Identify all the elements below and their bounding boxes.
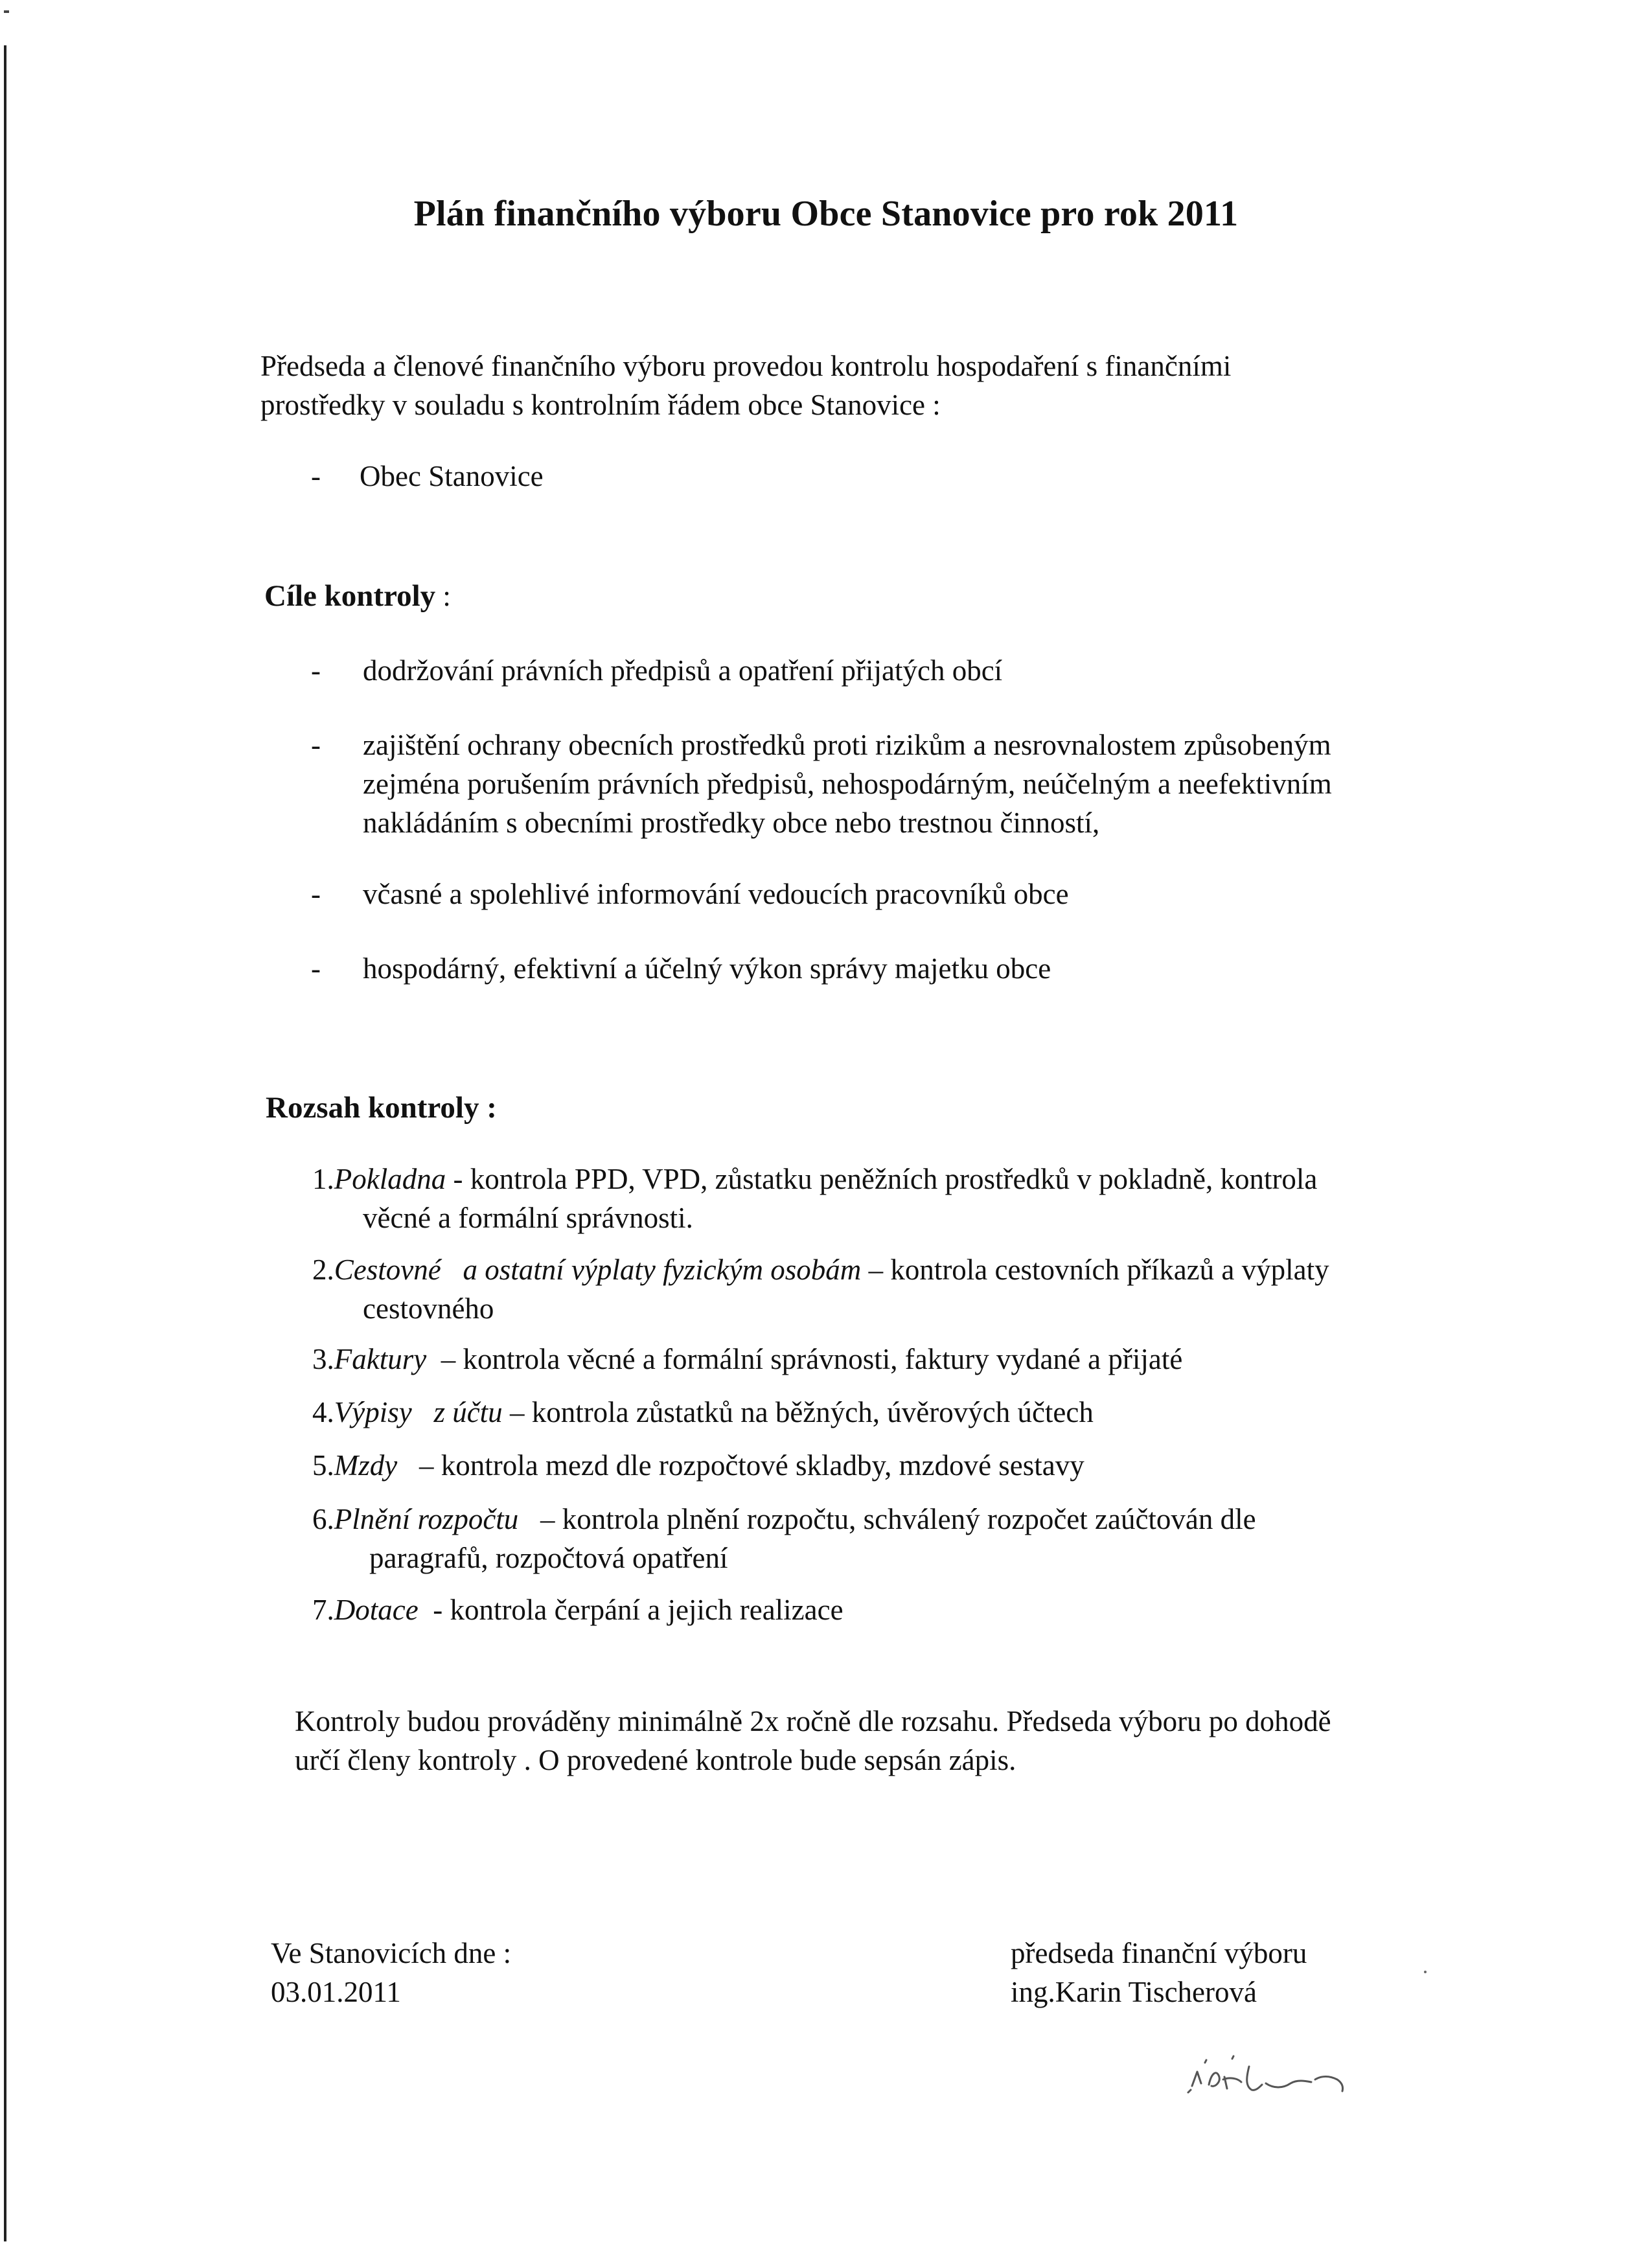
- goals-heading: [264, 577, 451, 615]
- intro-paragraph: [260, 347, 1465, 424]
- scan-speck: [1424, 1971, 1427, 1973]
- scope-item: [312, 1160, 1543, 1234]
- scope-item-name: Cestovné a ostatní výplaty fyzickým osobám: [334, 1254, 862, 1286]
- goal-text: [363, 875, 1490, 913]
- scope-item-number: 5.: [312, 1449, 334, 1482]
- scope-item: [312, 1446, 1543, 1485]
- goal-dash: -: [311, 654, 321, 687]
- scope-item-name: Mzdy: [334, 1449, 398, 1482]
- scope-item-text: – kontrola mezd dle rozpočtové skladby, mzdové sestavy: [397, 1449, 1084, 1482]
- scope-item-text: - kontrola čerpání a jejich realizace: [418, 1594, 843, 1626]
- goal-line: zejména porušením právních předpisů, nehospodárným, neúčelným a neefektivním: [363, 768, 1332, 800]
- scope-item-number: 2.: [312, 1254, 334, 1286]
- scope-item: [312, 1590, 1543, 1629]
- scan-edge-line: [4, 45, 6, 2241]
- intro-line-2: prostředky v souladu s kontrolním řádem obce Stanovice :: [260, 389, 941, 421]
- intro-line-1: Předseda a členové finančního výboru provedou kontrolu hospodaření s finančními: [260, 350, 1232, 382]
- goals-heading-label: Cíle kontroly: [264, 579, 436, 613]
- scope-item-number: 3.: [312, 1343, 334, 1375]
- goal-dash: -: [311, 729, 321, 761]
- scope-item-continuation: cestovného: [363, 1292, 494, 1325]
- goal-dash: -: [311, 952, 321, 985]
- scope-item: [312, 1500, 1543, 1574]
- subject-dash: -: [311, 460, 321, 492]
- scope-heading: Rozsah kontroly :: [266, 1091, 497, 1125]
- scope-item-name: Výpisy z účtu: [334, 1396, 503, 1428]
- scope-item-number: 7.: [312, 1594, 334, 1626]
- document-title: Plán finančního výboru Obce Stanovice pro rok 2011: [413, 194, 1239, 234]
- scope-item-name: Dotace: [334, 1594, 419, 1626]
- scope-item-text: - kontrola PPD, VPD, zůstatku peněžních prostředků v pokladně, kontrola: [446, 1163, 1318, 1195]
- scope-item-text: – kontrola cestovních příkazů a výplaty: [861, 1254, 1329, 1286]
- goal-line: hospodárný, efektivní a účelný výkon správy majetku obce: [363, 952, 1051, 985]
- scope-item-number: 4.: [312, 1396, 334, 1428]
- scope-item-name: Plnění rozpočtu: [334, 1503, 519, 1535]
- scope-item-continuation: věcné a formální správnosti.: [363, 1202, 693, 1234]
- handwritten-signature: [1179, 2041, 1386, 2118]
- subject-text: Obec Stanovice: [360, 460, 544, 492]
- place-date-label: Ve Stanovicích dne :: [271, 1937, 512, 1969]
- document-date: 03.01.2011: [271, 1976, 401, 2008]
- goal-text: [363, 726, 1490, 842]
- goals-heading-colon: :: [435, 580, 451, 612]
- scope-item-name: Pokladna: [334, 1163, 446, 1195]
- goal-text: [363, 651, 1490, 690]
- scope-item-text: – kontrola věcné a formální správnosti, faktury vydané a přijaté: [426, 1343, 1183, 1375]
- scope-item-text: – kontrola zůstatků na běžných, úvěrových účtech: [502, 1396, 1094, 1428]
- scan-artifact-mark: [4, 10, 9, 13]
- goal-text: [363, 949, 1490, 988]
- closing-line-2: určí členy kontroly . O provedené kontrole bude sepsán zápis.: [295, 1744, 1016, 1776]
- goal-line: zajištění ochrany obecních prostředků proti rizikům a nesrovnalostem způsobeným: [363, 729, 1331, 761]
- scope-item-continuation: paragrafů, rozpočtová opatření: [369, 1542, 728, 1574]
- scope-item-number: 1.: [312, 1163, 334, 1195]
- goal-line: dodržování právních předpisů a opatření přijatých obcí: [363, 654, 1003, 687]
- closing-paragraph: [295, 1702, 1526, 1780]
- goal-line: nakládáním s obecními prostředky obce nebo trestnou činností,: [363, 807, 1100, 839]
- place-date-block: [271, 1934, 511, 2011]
- goal-dash: -: [311, 878, 321, 910]
- signatory-role: předseda finanční výboru: [1011, 1937, 1307, 1969]
- scope-item: [312, 1340, 1543, 1379]
- signatory-name: ing.Karin Tischerová: [1011, 1976, 1257, 2008]
- goal-line: včasné a spolehlivé informování vedoucích pracovníků obce: [363, 878, 1069, 910]
- scope-item-name: Faktury: [334, 1343, 427, 1375]
- scope-item-number: 6.: [312, 1503, 334, 1535]
- scope-item: [312, 1250, 1543, 1325]
- closing-line-1: Kontroly budou prováděny minimálně 2x ročně dle rozsahu. Předseda výboru po dohodě: [295, 1705, 1331, 1737]
- scope-item: [312, 1393, 1543, 1432]
- scope-item-text: – kontrola plnění rozpočtu, schválený rozpočet zaúčtován dle: [518, 1503, 1256, 1535]
- signatory-block: [1011, 1934, 1307, 2011]
